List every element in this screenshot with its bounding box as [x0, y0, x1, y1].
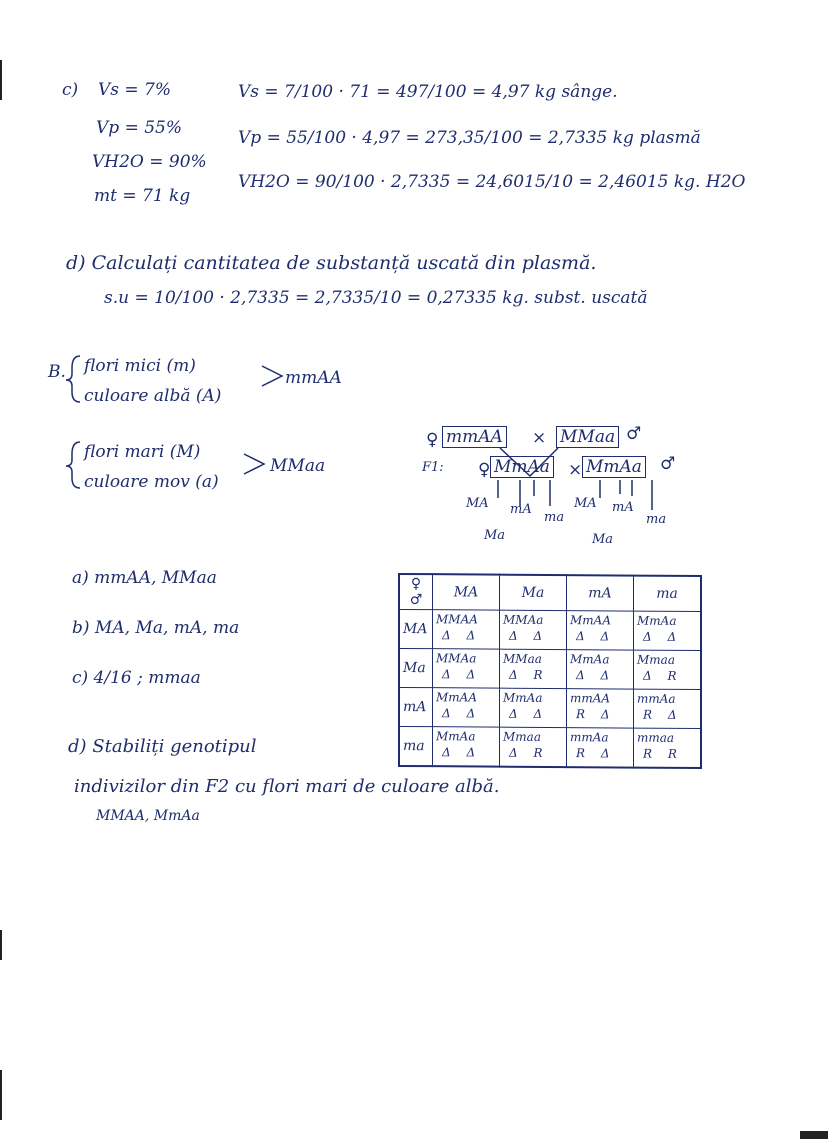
punnett-col-header: MA [433, 574, 500, 610]
cell-genotype: MMaa [503, 651, 542, 666]
scan-mark [800, 1131, 828, 1139]
punnett-cell [634, 650, 702, 689]
f1-male: ♂ [660, 454, 676, 474]
punnett-cell [433, 610, 500, 649]
cell-phenotype: Δ Δ [442, 745, 482, 760]
cell-phenotype: Δ Δ [442, 706, 482, 721]
trait2-size: flori mari (M) [84, 442, 201, 462]
cell-genotype: MmAa [436, 729, 476, 744]
cell-genotype: MmAa [503, 690, 543, 705]
cross-female: ♀ [426, 430, 439, 450]
gamete: ma [646, 512, 667, 527]
cell-genotype: mmAa [637, 691, 676, 706]
punnett-cell [567, 728, 634, 768]
answer-b: b) MA, Ma, mA, ma [72, 618, 240, 638]
cell-phenotype: R Δ [643, 707, 683, 722]
genotype1: mmAA [285, 368, 342, 388]
cell-phenotype: Δ R [509, 667, 549, 682]
parent1: mmAA [442, 426, 507, 448]
scan-mark [0, 1070, 2, 1120]
part-c-label: c) [62, 80, 79, 100]
cell-genotype: MMAa [436, 651, 477, 666]
cell-genotype: mmaa [637, 730, 675, 745]
punnett-col-header: Ma [500, 575, 567, 611]
cell-phenotype: Δ Δ [576, 668, 616, 683]
cell-genotype: MMAa [503, 612, 544, 627]
answer-d-question: d) Stabiliți genotipul [68, 736, 257, 757]
trait1-color: culoare albă (A) [84, 386, 222, 406]
trait1-size: flori mici (m) [84, 356, 196, 376]
cell-phenotype: R Δ [576, 746, 616, 761]
calc-vp: Vp = 55/100 · 4,97 = 273,35/100 = 2,7335 kg plasmă [238, 128, 701, 148]
punnett-cell [500, 649, 567, 688]
scan-mark [0, 930, 2, 960]
punnett-cell [567, 689, 634, 728]
cell-phenotype: Δ R [643, 668, 683, 683]
punnett-cell [567, 611, 634, 650]
gamete: ma [544, 510, 565, 525]
cell-genotype: MmAA [436, 690, 477, 705]
answer-d: MMAA, MmAa [96, 808, 200, 824]
punnett-row-header: MA [399, 609, 433, 648]
punnett-cell [433, 649, 500, 688]
parent2: MMaa [556, 426, 619, 448]
cell-genotype: MmAa [637, 613, 677, 628]
cell-genotype: MMAA [436, 612, 478, 627]
gamete: Ma [484, 528, 506, 543]
cell-genotype: MmAa [570, 652, 610, 667]
cell-phenotype: Δ Δ [442, 628, 482, 643]
given-vh2o: VH2O = 90% [92, 152, 207, 172]
gamete: Ma [592, 532, 614, 547]
f1-label: F1: [422, 460, 444, 475]
cell-genotype: Mmaa [503, 729, 541, 744]
punnett-cell [500, 688, 567, 727]
punnett-col-header: ma [634, 576, 702, 612]
punnett-cell [500, 727, 567, 767]
given-mt: mt = 71 kg [94, 186, 191, 206]
cell-phenotype: Δ Δ [509, 628, 549, 643]
gamete: mA [510, 502, 532, 517]
f1-female: ♀ [478, 460, 491, 480]
cell-phenotype: Δ Δ [643, 629, 683, 644]
punnett-row-header: ma [399, 726, 433, 766]
given-vs: Vs = 7% [98, 80, 172, 100]
cell-phenotype: Δ Δ [442, 667, 482, 682]
cell-phenotype: Δ R [509, 745, 549, 760]
part-d-calc: s.u = 10/100 · 2,7335 = 2,7335/10 = 0,27335 kg. subst. uscată [104, 288, 648, 308]
punnett-cell [634, 611, 702, 650]
cross-male: ♂ [626, 424, 642, 444]
cell-phenotype: Δ Δ [576, 629, 616, 644]
cell-genotype: mmAA [570, 691, 611, 706]
f1-b: MmAa [582, 456, 646, 478]
f1-x: × [568, 460, 583, 480]
cell-phenotype: R R [643, 746, 683, 761]
punnett-cell [634, 728, 702, 768]
scan-mark [0, 60, 2, 100]
punnett-corner: ♀ ♂ [399, 574, 433, 610]
punnett-cell [433, 688, 500, 727]
answer-d-question-cont: indivizilor din F2 cu flori mari de culoare albă. [74, 776, 500, 797]
gamete: MA [466, 496, 489, 511]
punnett-row-header: Ma [399, 648, 433, 687]
part-d-question: d) Calculați cantitatea de substanță uscată din plasmă. [66, 252, 597, 274]
cell-phenotype: R Δ [576, 707, 616, 722]
gamete: MA [574, 496, 597, 511]
answer-c: c) 4/16 ; mmaa [72, 668, 201, 688]
punnett-col-header: mA [567, 575, 634, 611]
cell-genotype: Mmaa [637, 652, 675, 667]
calc-vs: Vs = 7/100 · 71 = 497/100 = 4,97 kg sânge. [238, 82, 618, 102]
trait2-color: culoare mov (a) [84, 472, 219, 492]
cell-genotype: MmAA [570, 613, 611, 628]
punnett-row-header: mA [399, 687, 433, 726]
punnett-cell [567, 650, 634, 689]
cell-genotype: mmAa [570, 730, 609, 745]
punnett-cell [634, 689, 702, 728]
punnett-cell [500, 610, 567, 649]
calc-vh2o: VH2O = 90/100 · 2,7335 = 24,6015/10 = 2,46015 kg. H2O [238, 172, 746, 192]
f1-a: MmAa [490, 456, 554, 478]
punnett-square [398, 573, 702, 769]
cell-phenotype: Δ Δ [509, 706, 549, 721]
cross-x: × [532, 428, 547, 448]
answer-a: a) mmAA, MMaa [72, 568, 217, 588]
genotype2: MMaa [270, 456, 326, 476]
gamete: mA [612, 500, 634, 515]
given-vp: Vp = 55% [96, 118, 182, 138]
punnett-cell [433, 727, 500, 767]
part-b-label: B. [48, 362, 66, 382]
